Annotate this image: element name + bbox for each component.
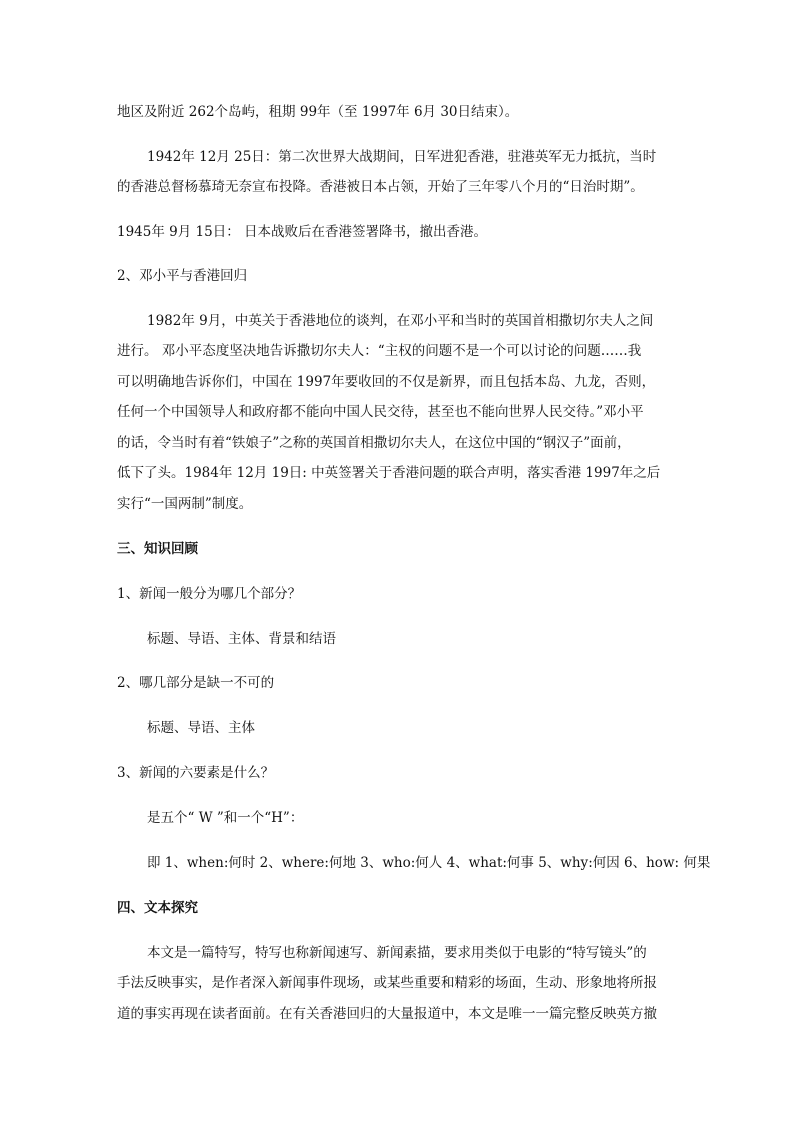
text-line: 任何一个中国领导人和政府都不能向中国人民交待，甚至也不能向世界人民交待。”邓小平	[117, 404, 644, 420]
text-line: 1942年 12月 25日：第二次世界大战期间，日军进犯香港，驻港英军无力抵抗，当时	[147, 149, 657, 165]
text-line: 地区及附近 262个岛屿，租期 99年（至 1997年 6月 30日结束）。	[117, 104, 519, 120]
text-line: 可以明确地告诉你们，中国在 1997年要收回的不仅是新界，而且包括本岛、九龙，否则，	[117, 374, 656, 390]
answer-3-detail: 即 1、when:何时 2、where:何地 3、who:何人 4、what:何事 5、why:何因 6、how: 何果	[147, 855, 711, 871]
text-line: 道的事实再现在读者面前。在有关香港回归的大量报道中，本文是唯一一篇完整反映英方撤	[117, 1006, 657, 1022]
answer-3: 是五个“ W ”和一个“H”：	[147, 810, 304, 826]
text-line: 的香港总督杨慕琦无奈宣布投降。香港被日本占领，开始了三年零八个月的“日治时期”。	[117, 179, 644, 195]
question-3: 3、新闻的六要素是什么？	[117, 765, 275, 781]
text-line: 1982年 9月，中英关于香港地位的谈判，在邓小平和当时的英国首相撒切尔夫人之间	[147, 313, 654, 329]
answer-2: 标题、导语、主体	[147, 720, 255, 736]
section-subheading: 2、邓小平与香港回归	[117, 268, 248, 284]
text-line: 低下了头。1984年 12月 19日: 中英签署关于香港问题的联合声明，落实香港 1997年之后	[117, 465, 661, 481]
answer-1: 标题、导语、主体、背景和结语	[147, 631, 336, 647]
question-2: 2、哪几部分是缺一不可的	[117, 675, 275, 691]
text-line: 实行“一国两制”制度。	[117, 496, 253, 512]
section-heading: 三、知识回顾	[117, 541, 198, 557]
text-line: 手法反映事实，是作者深入新闻事件现场，或某些重要和精彩的场面，生动、形象地将所报	[117, 975, 657, 991]
text-line: 的话，令当时有着“铁娘子”之称的英国首相撒切尔夫人，在这位中国的“钢汉子”面前，	[117, 435, 631, 451]
question-1: 1、新闻一般分为哪几个部分？	[117, 586, 302, 602]
text-line: 本文是一篇特写，特写也称新闻速写、新闻素描，要求用类似于电影的“特写镜头”的	[147, 945, 647, 961]
text-line: 1945年 9月 15日： 日本战败后在香港签署降书，撤出香港。	[117, 224, 487, 240]
text-line: 进行。 邓小平态度坚决地告诉撒切尔夫人：“主权的问题不是一个可以讨论的问题……我	[117, 343, 642, 359]
section-heading: 四、文本探究	[117, 900, 198, 916]
